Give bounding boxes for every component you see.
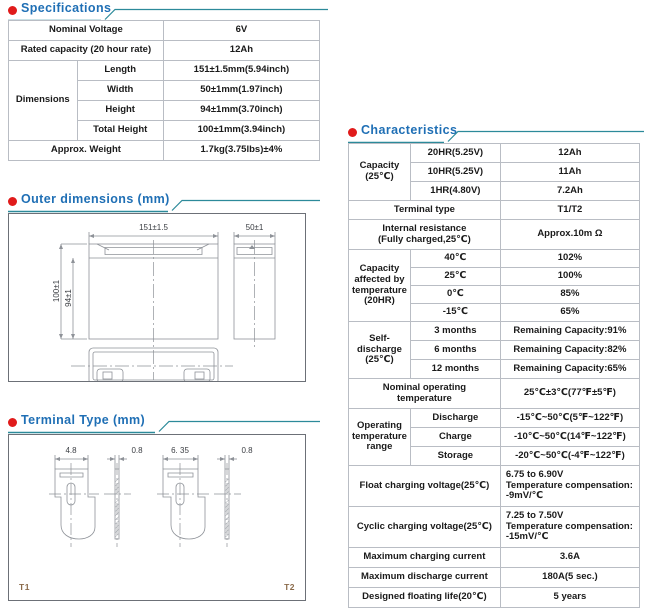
char-label-selfdischarge-12m: 12 months <box>410 360 500 379</box>
table-row <box>9 21 320 41</box>
terminal-type-drawing <box>8 434 306 601</box>
spec-value-length: 151±1.5mm(5.94inch) <box>163 61 319 81</box>
dim-label-t1-width: 4.8 <box>65 446 77 455</box>
char-value-capacity-20hr: 12Ah <box>500 144 639 163</box>
char-value-cyclic-charging-voltage-line2: Temperature compensation: <box>505 520 633 532</box>
char-label-captemp-minus15: -15℃ <box>410 304 500 322</box>
spec-value-width: 50±1mm(1.97inch) <box>163 81 319 101</box>
char-group-label-capacity-line2: (25℃) <box>365 171 394 182</box>
char-group-label-operating-temp-range <box>349 409 411 466</box>
char-label-float-charging-voltage: Float charging voltage(25℃) <box>349 466 501 507</box>
table-row <box>9 141 320 161</box>
char-group-label-capacity-temperature-line3: temperature <box>352 284 407 296</box>
char-label-capacity-10hr: 10HR(5.25V) <box>410 163 500 182</box>
spec-value-rated-capacity: 12Ah <box>163 41 319 61</box>
section-title-characteristics: Characteristics <box>361 123 458 137</box>
table-row <box>349 201 640 220</box>
terminal-label-t1: T1 <box>19 582 30 592</box>
char-value-optemp-charge: -10℃~50℃(14℉~122℉) <box>500 428 639 447</box>
char-label-capacity-20hr: 20HR(5.25V) <box>410 144 500 163</box>
section-title-terminal-type: Terminal Type (mm) <box>21 413 146 427</box>
spec-label-length: Length <box>77 61 163 81</box>
spec-label-rated-capacity: Rated capacity (20 hour rate) <box>9 41 164 61</box>
char-label-selfdischarge-3m: 3 months <box>410 322 500 341</box>
red-bullet-icon <box>8 6 17 15</box>
specifications-table <box>8 20 320 161</box>
dim-label-t2-thickness: 0.8 <box>241 446 253 455</box>
char-label-nominal-operating-temperature-line2: temperature <box>396 392 452 404</box>
table-row <box>349 250 640 268</box>
char-value-optemp-storage: -20℃~50℃(-4℉~122℉) <box>500 447 639 466</box>
char-label-selfdischarge-6m: 6 months <box>410 341 500 360</box>
spec-value-height: 94±1mm(3.70inch) <box>163 101 319 121</box>
dim-label-width: 50±1 <box>245 223 264 232</box>
spec-label-width: Width <box>77 81 163 101</box>
char-value-captemp-40: 102% <box>500 250 639 268</box>
char-value-capacity-10hr: 11Ah <box>500 163 639 182</box>
char-group-label-operating-temp-range-line1: Operating <box>357 419 402 431</box>
battery-dimension-diagram <box>9 214 305 381</box>
spec-value-nominal-voltage: 6V <box>163 21 319 41</box>
char-group-label-self-discharge-line2: (25℃) <box>365 354 394 366</box>
section-title-specifications: Specifications <box>21 1 112 15</box>
table-row <box>349 588 640 608</box>
char-value-terminal-type: T1/T2 <box>500 201 639 220</box>
spec-value-total-height: 100±1mm(3.94inch) <box>163 121 319 141</box>
char-group-label-capacity-line1: Capacity <box>359 160 400 172</box>
char-label-optemp-discharge: Discharge <box>410 409 500 428</box>
char-value-nominal-operating-temperature: 25℃±3℃(77℉±5℉) <box>500 379 639 409</box>
char-label-internal-resistance <box>349 220 501 250</box>
section-header-characteristics <box>348 125 644 145</box>
char-label-cyclic-charging-voltage: Cyclic charging voltage(25℃) <box>349 507 501 548</box>
table-row <box>349 144 640 163</box>
char-value-designed-floating-life: 5 years <box>500 588 639 608</box>
char-value-selfdischarge-6m: Remaining Capacity:82% <box>500 341 639 360</box>
char-label-internal-resistance-line2: (Fully charged,25℃) <box>378 233 471 245</box>
table-row <box>349 507 640 548</box>
table-row <box>349 466 640 507</box>
spec-label-approx-weight: Approx. Weight <box>9 141 164 161</box>
table-row <box>9 61 320 81</box>
char-value-optemp-discharge: -15℃~50℃(5℉~122℉) <box>500 409 639 428</box>
char-label-nominal-operating-temperature-line1: Nominal operating <box>382 381 467 393</box>
char-value-captemp-25: 100% <box>500 268 639 286</box>
char-value-captemp-0: 85% <box>500 286 639 304</box>
table-row <box>349 220 640 250</box>
spec-value-approx-weight: 1.7kg(3.75lbs)±4% <box>163 141 319 161</box>
char-group-label-self-discharge-line1: Self-discharge <box>357 332 402 355</box>
char-value-cyclic-charging-voltage-line1: 7.25 to 7.50V <box>505 509 564 521</box>
dim-label-total-height: 100±1 <box>52 279 61 303</box>
spec-label-total-height: Total Height <box>77 121 163 141</box>
char-value-selfdischarge-12m: Remaining Capacity:65% <box>500 360 639 379</box>
char-label-captemp-40: 40℃ <box>410 250 500 268</box>
char-value-selfdischarge-3m: Remaining Capacity:91% <box>500 322 639 341</box>
char-value-capacity-1hr: 7.2Ah <box>500 182 639 201</box>
terminal-diagram <box>9 435 305 600</box>
char-value-internal-resistance: Approx.10m Ω <box>500 220 639 250</box>
char-value-cyclic-charging-voltage <box>500 507 639 548</box>
char-group-label-operating-temp-range-line3: range <box>366 441 393 453</box>
char-group-label-capacity-temperature-line2: affected by <box>354 273 405 285</box>
char-group-label-operating-temp-range-line2: temperature <box>352 430 407 442</box>
char-value-max-charging-current: 3.6A <box>500 548 639 568</box>
dim-label-t2-width: 6. 35 <box>171 446 189 455</box>
char-label-max-discharge-current: Maximum discharge current <box>349 568 501 588</box>
char-label-max-charging-current: Maximum charging current <box>349 548 501 568</box>
dim-label-height: 94±1 <box>64 289 73 307</box>
char-group-label-capacity-temperature-line4: (20HR) <box>364 295 395 307</box>
dim-label-t1-thickness: 0.8 <box>131 446 143 455</box>
spec-label-height: Height <box>77 101 163 121</box>
section-title-outer-dimensions: Outer dimensions (mm) <box>21 192 170 206</box>
table-row <box>9 41 320 61</box>
char-group-label-capacity-temperature-line1: Capacity <box>359 262 400 274</box>
table-row <box>349 568 640 588</box>
char-group-label-capacity <box>349 144 411 201</box>
char-label-optemp-storage: Storage <box>410 447 500 466</box>
table-row <box>349 379 640 409</box>
char-label-designed-floating-life: Designed floating life(20℃) <box>349 588 501 608</box>
char-label-optemp-charge: Charge <box>410 428 500 447</box>
char-value-max-discharge-current: 180A(5 sec.) <box>500 568 639 588</box>
char-label-internal-resistance-line1: Internal resistance <box>382 222 467 234</box>
section-header-outer-dimensions <box>8 194 328 214</box>
char-label-nominal-operating-temperature <box>349 379 501 409</box>
table-row <box>349 409 640 428</box>
table-row <box>349 548 640 568</box>
char-value-captemp-minus15: 65% <box>500 304 639 322</box>
red-bullet-icon <box>348 128 357 137</box>
characteristics-table <box>348 143 640 608</box>
char-label-captemp-25: 25℃ <box>410 268 500 286</box>
section-header-terminal-type <box>8 415 328 435</box>
char-label-captemp-0: 0℃ <box>410 286 500 304</box>
table-row <box>349 322 640 341</box>
spec-group-label-dimensions: Dimensions <box>9 61 78 141</box>
red-bullet-icon <box>8 197 17 206</box>
char-value-float-charging-voltage-line1: 6.75 to 6.90V <box>505 468 564 480</box>
char-value-float-charging-voltage-line2: Temperature compensation: <box>505 479 633 491</box>
char-value-float-charging-voltage <box>500 466 639 507</box>
red-bullet-icon <box>8 418 17 427</box>
char-group-label-capacity-temperature <box>349 250 411 322</box>
char-label-terminal-type: Terminal type <box>349 201 501 220</box>
char-value-cyclic-charging-voltage-line3: -15mV/℃ <box>505 531 549 543</box>
char-value-float-charging-voltage-line3: -9mV/℃ <box>505 490 544 502</box>
spec-label-nominal-voltage: Nominal Voltage <box>9 21 164 41</box>
char-label-capacity-1hr: 1HR(4.80V) <box>410 182 500 201</box>
dim-label-length: 151±1.5 <box>139 223 168 232</box>
terminal-label-t2: T2 <box>284 582 295 592</box>
char-group-label-self-discharge <box>349 322 411 379</box>
outer-dimensions-drawing <box>8 213 306 382</box>
